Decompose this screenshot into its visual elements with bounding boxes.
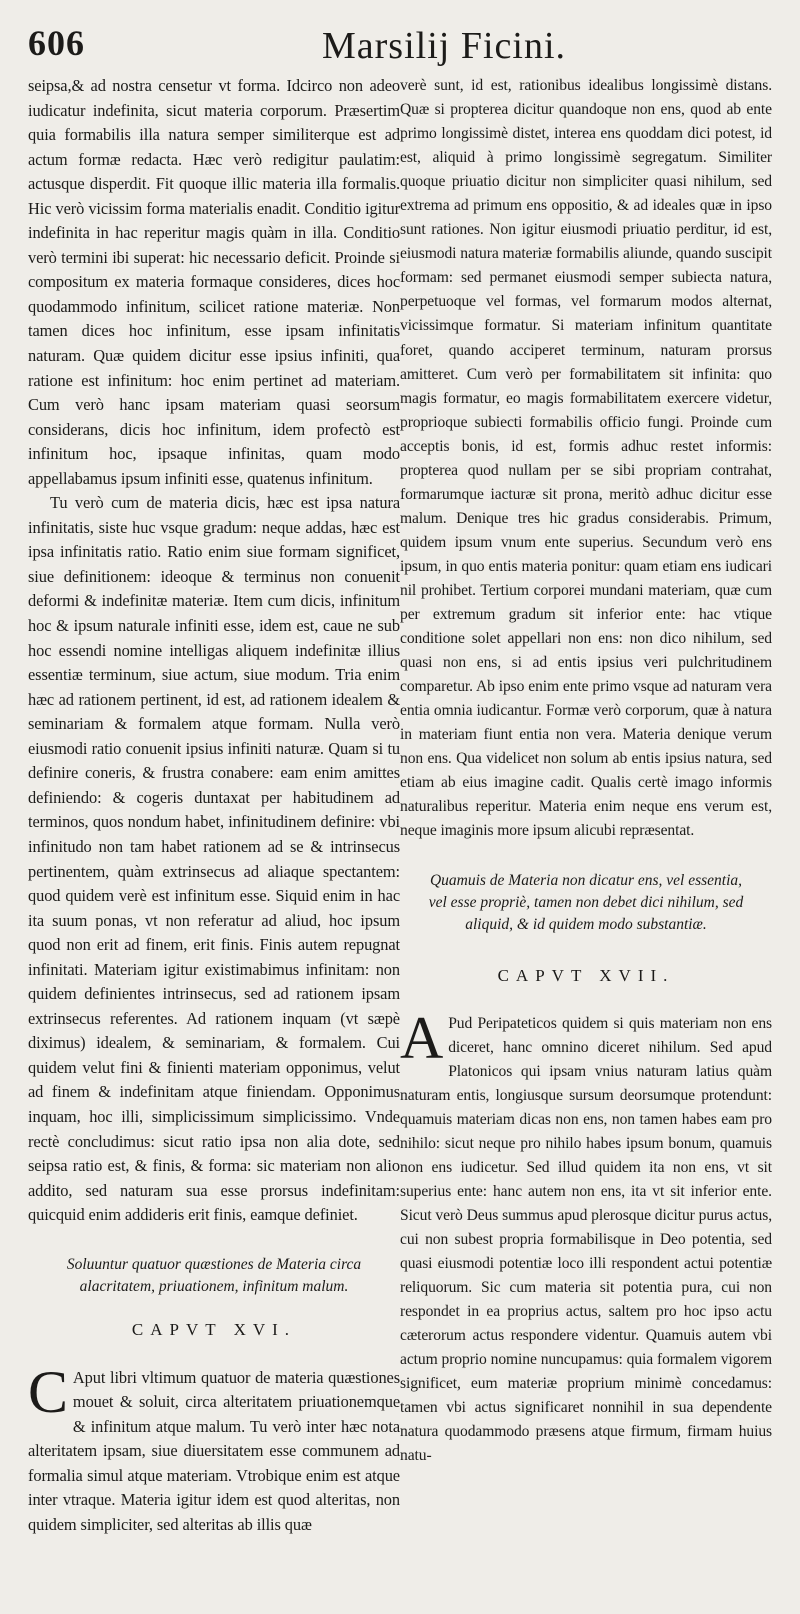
page-number: 606 — [28, 23, 85, 63]
right-paragraph-1: verè sunt, id est, rationibus idealibus longissimè distans. Quæ si propterea dicitur quandoque non ens, quod ab ente primo longissimè distet, interea ens quoddam dici potest, id est, aliquid à primo longissimè segregatum. Similiter quoque priuatio dicitur non simpliciter quasi nihilum, sed extrema ad primum ens oppositio, & ad ideales quæ in ipso sunt rationes. Non igitur eiusmodi priuatio perditur, id est, eiusmodi natura materiæ formabilis aliunde, quando suscipit formam: sed permanet eiusmodi semper subiecta natura, perpetuoque vel formas, vel formarum modos alternat, vicissimque formatur. Si materiam infinitum quantitate foret, quando acciperet terminum, naturam prorsus amitteret. Cum verò per formabilitatem sit infinita: quo magis formatur, eo magis formabilitatem exercere videtur, proprioque subiecti formabilis officio fungi. Proinde cum acceptis bonis, id est, formis adhuc restet informis: propterea quod nullam per se sibi propriam contrahat, formarumque iacturæ sit prona, meritò adhuc dicitur esse malum. Denique tres hic gradus considerabis. Primum, quidem ipsum vnum ente superius. Secundum verò ens ipsum, in quo entis materia ponitur: quam etiam ens iudicari nil prohibet. Tertium corporei mundani materiam, quæ cum per extremum gradum sit inferior ente: hac vtique conditione solet appellari non ens: non dico nihilum, sed quasi non ens, si ad entis ipsius veri pulchritudinem comparetur. Ab ipso enim ente primo vsque ad naturam vera entia omnia iudicantur. Formæ verò corporum, quæ à natura in materiam fiunt entia non vera. Materia denique verum non ens. Qua videlicet non solum ab entis ipsius natura, sed etiam ab eius imagine cadit. Qualis certè imago informis naturalibus reperitur. Materia enim neque ens verum est, neque imaginis more ipsum alicubi repræsentat. — [400, 77, 772, 840]
right-paragraph-2 — [400, 1004, 772, 1469]
left-paragraph-3 — [28, 1358, 400, 1538]
left-paragraph-3-text: Aput libri vltimum quatuor de materia quæstiones mouet & soluit, circa alteritatem priuationemque & infinitum atque malum. Tu verò inter hæc nota alteritatem ipsam, siue diuersitatem esse communem ad formalia simul atque materiam. Vtrobique enim est atque inter vtraque. Materia igitur idem est quod alteritas, non quidem simpliciter, sed alteritas ab illis quæ — [28, 1367, 400, 1534]
page-header — [22, 14, 782, 74]
right-column — [400, 74, 772, 1538]
chapter-17-summary: Quamuis de Materia non dicatur ens, vel essentia, vel esse propriè, tamen non debet dici nihilum, sed aliquid, & id quidem modo substantiæ. — [428, 871, 744, 933]
left-paragraph-2: Tu verò cum de materia dicis, hæc est ipsa natura infinitatis, siste huc vsque gradum: neque addas, hæc est ipsa infinitatis ratio. Ratio enim siue formam significet, siue definitionem: ideoque & terminus non conuenit deformi & indefinitæ materiæ. Item cum dicis, infinitum hoc & ipsum naturale infiniti esse, idem est, caue ne sub hoc essendi nomine intelligas aliquem indefinitæ illius essentiæ terminum, siue actum, siue modum. Tria enim hæc ad rationem pertinent, id est, ad rationem idealem & seminariam & formalem atque formam. Nulla verò eiusmodi ratio conuenit ipsius infiniti naturæ. Quam si tu definire coneris, & frustra conabere: eam enim amittes definiendo: & cogeris duntaxat per habitudinem ad terminos, quos nondum habet, infinitudinem definire: vbi infinitudo non tam habet rationem ad se & intrinsecus pertinentem, quàm extrinsecus ad aliaque spectantem: quod quidem verè est infinitum esse. Siquid enim in hac ita suum ponas, vt non referatur ad aliud, hoc ipsum quod non erit ad finem, erit finis. Finis autem repugnat infinitati. Materiam igitur existimabimus infinitam: non quidem definientes intrinsecus, sed ad rationem ipsam extrinsecus referentes. Ad rationem inquam (vt sæpè diximus) idealem, & seminariam, & formalem. Cui quidem velut fini & finienti materiam opponimus, velut ad finem & indefinitam atque finiendam. Opponimus inquam, hoc illi, simplicissimum simplicissimo. Vnde rectè concludimus: sicut ratio ipsa non alia dote, sed seipsa ratio est, & finis, & forma: sic materiam non alio addito, sed naturam sua esse prorsus indefinitam: quicquid enim addideris erit finis, eamque definiet. — [28, 493, 400, 1225]
dropcap-c: C — [28, 1358, 68, 1425]
chapter-16-title: CAPVT XVI. — [131, 1319, 297, 1339]
left-paragraph-1: seipsa,& ad nostra censetur vt forma. Idcirco non adeo iudicatur indefinita, sicut materia corporum. Præsertim quia formabilis illa natura semper similiterque est ad actum formæ redacta. Hæc verò redigitur paulatim: actusque disperdit. Fit quoque illic materia illa formalis. Hic verò vicissim forma materialis enadit. Conditio igitur indefinita in hac reperitur magis quàm in illa. Conditio verò termini ibi superat: hic necessario deficit. Proinde si compositum ex materia formaque consideres, dices hoc quodammodo infinitum, scilicet ratione materiæ. Non tamen dices hoc infinitum, esse ipsam infinitatis naturam. Quæ quidem dicitur esse ipsius infiniti, qua ratione est infinitum: hoc enim pertinet ad materiam. Cum verò hanc ipsam materiam quasi seorsum considerans, dicis hoc infinitum, idem profectò est infinitum hoc, ipsaque infinitas, quam modo appellabamus ipsum infiniti esse, quatenus infinitum. — [28, 76, 400, 488]
chapter-17-title: CAPVT XVII. — [497, 965, 675, 985]
right-paragraph-2-text: Pud Peripateticos quidem si quis materiam non ens diceret, hanc omnino diceret nihilum. Sed apud Platonicos qui ipsam vnius naturam latius quàm naturam entis, longiusque sursum deorsumque protendunt: quamuis materiam dicas non ens, non tamen habes eam pro nihilo: sicut neque pro nihilo habes ipsum bonum, quamuis non ens iudicetur. Sed illud quidem ita non ens, vt sit superius ente: hanc autem non ens, ita vt sit inferior ente. Sicut verò Deus summus apud plerosque dicitur purus actus, cui non subest propria formabilisque in Deo potentia, sed quasi eiusmodi potentiæ loco illi respondent actui potentiæ reliquorum. Sic cum materia sit potentia pura, cui non respondet in ea proprius actus, saltem pro hoc ipso actu cæterorum actus respondere videntur. Quamuis autem vbi actum proprio nomine nuncupamus: quia formalem vigorem significet, eum materiæ proprium minimè concedamus: tamen vbi actus significaret nonnihil in sua dependente natura quodammodo præsens atque firmum, firmam huius natu- — [400, 1014, 772, 1465]
chapter-16-summary: Soluuntur quatuor quæstiones de Materia circa alacritatem, priuationem, infinitum malum. — [66, 1255, 362, 1295]
text-columns — [22, 74, 782, 1538]
running-title: Marsilij Ficini. — [322, 25, 566, 67]
left-column — [28, 74, 400, 1538]
dropcap-a: A — [400, 1004, 444, 1071]
